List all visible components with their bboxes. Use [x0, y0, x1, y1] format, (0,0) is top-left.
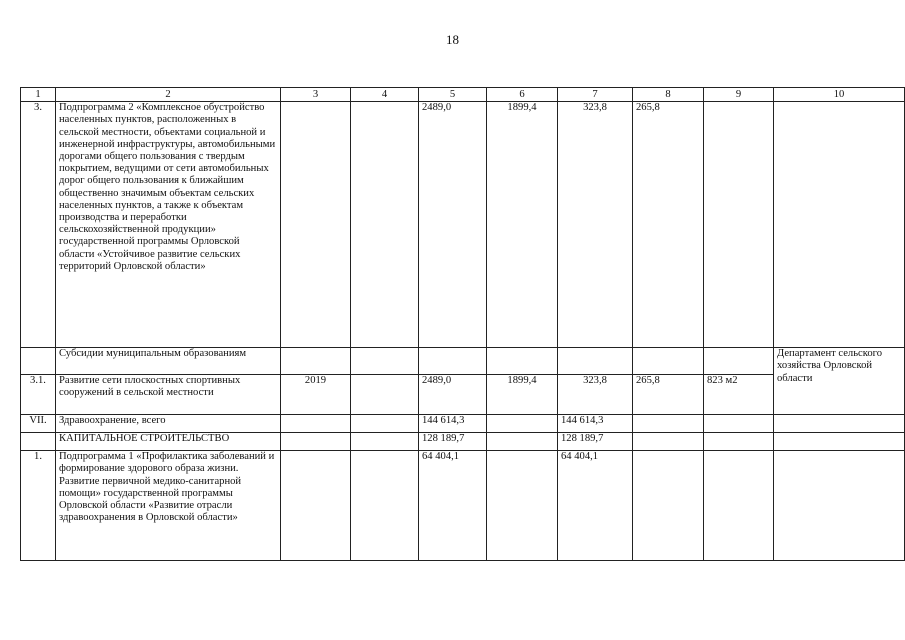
table-cell: 2489,0	[419, 102, 487, 348]
page-number: 18	[446, 32, 459, 47]
row-number-cell: VII.	[21, 415, 56, 433]
table-cell: 265,8	[633, 102, 704, 348]
data-table	[20, 87, 905, 561]
year-cell: 2019	[281, 375, 351, 415]
table-cell	[633, 451, 704, 561]
header-cell: 8	[633, 88, 704, 102]
table-cell	[487, 348, 558, 375]
header-cell: 4	[351, 88, 419, 102]
table-cell	[774, 451, 905, 561]
table-cell: 64 404,1	[558, 451, 633, 561]
header-cell: 7	[558, 88, 633, 102]
table-cell	[633, 348, 704, 375]
table-row	[21, 102, 905, 348]
table-cell	[281, 348, 351, 375]
header-cell: 10	[774, 88, 905, 102]
row-number-cell: 1.	[21, 451, 56, 561]
row-number-cell: 3.	[21, 102, 56, 348]
table-cell: 323,8	[558, 375, 633, 415]
table-cell	[774, 433, 905, 451]
description-cell: Подпрограмма 2 «Комплексное обустройство населенных пунктов, расположенных в сельской местности, объектами социальной и инженерной инфраструктуры, автомобильными дорогами общего пользования с твердым покрытием, ведущими от сети автомобильных дорог общего пользования к ближайшим общественно значимым объектам сельских населенных пунктов, а также к объектам производства и переработки сельскохозяйственной продукции» государственной программы Орловской области «Устойчивое развитие сельских территорий Орловской области»	[56, 102, 281, 348]
table-cell: 1899,4	[487, 102, 558, 348]
description-cell: Здравоохранение, всего	[56, 415, 281, 433]
table-cell	[704, 415, 774, 433]
table-cell	[774, 415, 905, 433]
table-cell: 144 614,3	[558, 415, 633, 433]
table-row	[21, 415, 905, 433]
header-cell: 3	[281, 88, 351, 102]
table-cell	[633, 433, 704, 451]
table-cell: 64 404,1	[419, 451, 487, 561]
table-cell	[774, 102, 905, 348]
table-cell	[351, 433, 419, 451]
table-row	[21, 375, 905, 415]
row-number-cell	[21, 348, 56, 375]
description-cell: Подпрограмма 1 «Профилактика заболеваний и формирование здорового образа жизни. Развитие первичной медико-санитарной помощи» государственной программы Орловской области «Развитие отрасли здравоохранения в Орловской области»	[56, 451, 281, 561]
table-cell	[419, 348, 487, 375]
table-cell: 2489,0	[419, 375, 487, 415]
table-cell	[351, 102, 419, 348]
table-cell	[704, 451, 774, 561]
table-row	[21, 348, 905, 375]
description-cell: КАПИТАЛЬНОЕ СТРОИТЕЛЬСТВО	[56, 433, 281, 451]
table-cell	[704, 348, 774, 375]
table-cell: 265,8	[633, 375, 704, 415]
table-cell: 323,8	[558, 102, 633, 348]
table-cell: 823 м2	[704, 375, 774, 415]
row-number-cell: 3.1.	[21, 375, 56, 415]
header-cell: 5	[419, 88, 487, 102]
table-cell	[704, 102, 774, 348]
table-cell	[633, 415, 704, 433]
table-cell	[351, 348, 419, 375]
header-cell: 1	[21, 88, 56, 102]
table-cell: 128 189,7	[558, 433, 633, 451]
description-cell: Субсидии муниципальным образованиям	[56, 348, 281, 375]
table-cell	[281, 102, 351, 348]
table-cell	[281, 433, 351, 451]
table-cell	[487, 451, 558, 561]
table-row	[21, 451, 905, 561]
table-cell	[487, 415, 558, 433]
table-cell	[351, 415, 419, 433]
table-cell	[281, 415, 351, 433]
table-cell: 144 614,3	[419, 415, 487, 433]
header-cell: 2	[56, 88, 281, 102]
description-cell: Развитие сети плоскостных спортивных сооружений в сельской местности	[56, 375, 281, 415]
table-cell	[281, 451, 351, 561]
table-cell	[351, 451, 419, 561]
header-cell: 6	[487, 88, 558, 102]
table-row	[21, 433, 905, 451]
table-cell: 1899,4	[487, 375, 558, 415]
responsible-cell: Департамент сельского хозяйства Орловской области	[774, 348, 905, 415]
table-cell	[704, 433, 774, 451]
row-number-cell	[21, 433, 56, 451]
table-cell	[487, 433, 558, 451]
header-row	[21, 88, 905, 102]
header-cell: 9	[704, 88, 774, 102]
table-cell	[558, 348, 633, 375]
table-cell	[351, 375, 419, 415]
table-cell: 128 189,7	[419, 433, 487, 451]
